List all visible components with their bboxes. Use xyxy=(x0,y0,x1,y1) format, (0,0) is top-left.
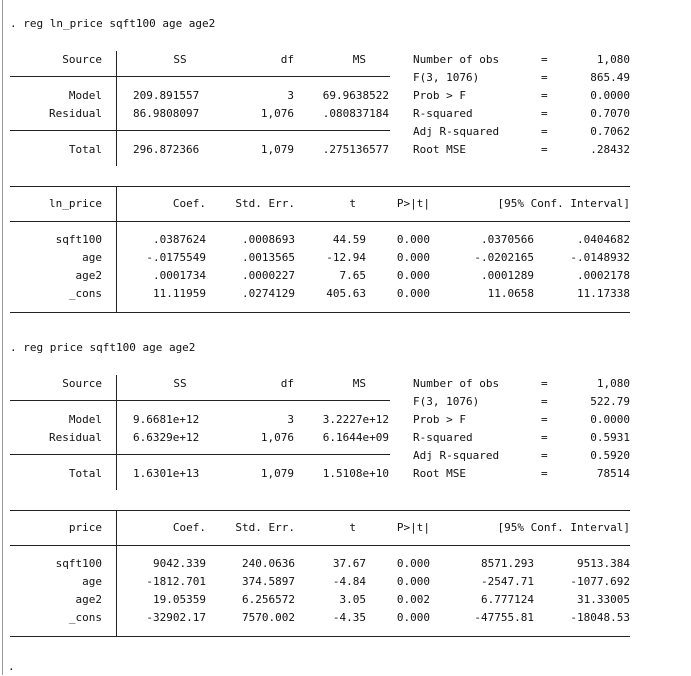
value-adj-r-squared: 0.7062 xyxy=(590,125,630,138)
row-ci-lower: 11.0658 xyxy=(487,287,534,300)
model-ms: 3.2227e+12 xyxy=(322,413,389,426)
coef-header-rule xyxy=(10,221,630,222)
row-p: 0.000 xyxy=(396,557,430,570)
header-ms: MS xyxy=(352,53,366,66)
header-source: Source xyxy=(62,53,102,66)
row-p: 0.000 xyxy=(396,269,430,282)
row-var: age xyxy=(82,251,102,264)
equals-sign: = xyxy=(541,143,548,156)
residual-ms: .080837184 xyxy=(322,107,389,120)
row-label-model: Model xyxy=(68,413,102,426)
coef-column-divider xyxy=(116,186,117,312)
row-se: .0000227 xyxy=(242,269,295,282)
row-coef: 19.05359 xyxy=(153,593,206,606)
label-f-stat: F(3, 1076) xyxy=(413,395,480,408)
label-f-stat: F(3, 1076) xyxy=(413,71,480,84)
anova-header-rule xyxy=(10,76,390,77)
anova-header-rule xyxy=(10,400,390,401)
row-p: 0.000 xyxy=(396,287,430,300)
row-label-total: Total xyxy=(68,143,102,156)
row-t: -4.84 xyxy=(332,575,366,588)
coef-top-rule xyxy=(10,510,630,511)
equals-sign: = xyxy=(541,449,548,462)
row-ci-upper: 11.17338 xyxy=(577,287,630,300)
residual-ms: 6.1644e+09 xyxy=(322,431,389,444)
row-ci-upper: -18048.53 xyxy=(570,611,630,624)
value-number-of-obs: 1,080 xyxy=(596,53,630,66)
value-number-of-obs: 1,080 xyxy=(596,377,630,390)
model-ms: 69.9638522 xyxy=(322,89,389,102)
row-coef: 11.11959 xyxy=(153,287,206,300)
row-coef: .0001734 xyxy=(153,269,206,282)
command-line: . reg price sqft100 age age2 xyxy=(10,341,196,354)
equals-sign: = xyxy=(541,431,548,444)
residual-df: 1,076 xyxy=(260,107,294,120)
value-adj-r-squared: 0.5920 xyxy=(590,449,630,462)
value-root-mse: 78514 xyxy=(596,467,630,480)
row-coef: -32902.17 xyxy=(146,611,206,624)
label-root-mse: Root MSE xyxy=(413,143,466,156)
row-var: age2 xyxy=(75,269,102,282)
row-t: -12.94 xyxy=(326,251,366,264)
row-p: 0.000 xyxy=(396,611,430,624)
value-f-stat: 522.79 xyxy=(590,395,630,408)
equals-sign: = xyxy=(541,53,548,66)
label-prob-f: Prob > F xyxy=(413,413,466,426)
row-t: 3.05 xyxy=(339,593,366,606)
row-t: 37.67 xyxy=(332,557,366,570)
row-ci-upper: -.0148932 xyxy=(570,251,630,264)
row-label-model: Model xyxy=(68,89,102,102)
row-coef: .0387624 xyxy=(153,233,206,246)
header-std-err: Std. Err. xyxy=(235,197,295,210)
equals-sign: = xyxy=(541,89,548,102)
equals-sign: = xyxy=(541,413,548,426)
row-label-residual: Residual xyxy=(49,107,102,120)
row-p: 0.000 xyxy=(396,575,430,588)
label-number-of-obs: Number of obs xyxy=(413,377,500,390)
header-dependent-variable: ln_price xyxy=(49,197,102,210)
row-var: _cons xyxy=(68,287,102,300)
coef-header-rule xyxy=(10,545,630,546)
value-r-squared: 0.7070 xyxy=(590,107,630,120)
header-df: df xyxy=(280,53,294,66)
row-se: .0274129 xyxy=(242,287,295,300)
anova-total-rule xyxy=(10,454,390,455)
row-t: 405.63 xyxy=(326,287,366,300)
row-label-total: Total xyxy=(68,467,102,480)
header-coef: Coef. xyxy=(172,197,206,210)
row-ci-lower: -.0202165 xyxy=(474,251,534,264)
row-var: sqft100 xyxy=(55,557,102,570)
row-se: 240.0636 xyxy=(242,557,295,570)
row-coef: -.0175549 xyxy=(146,251,206,264)
row-se: 7570.002 xyxy=(242,611,295,624)
total-ms: .275136577 xyxy=(322,143,389,156)
equals-sign: = xyxy=(541,71,548,84)
header-confidence-interval: [95% Conf. Interval] xyxy=(497,197,630,210)
header-p-value: P>|t| xyxy=(396,521,430,534)
row-ci-lower: 6.777124 xyxy=(481,593,534,606)
header-df: df xyxy=(280,377,294,390)
header-ss: SS xyxy=(173,377,187,390)
row-var: sqft100 xyxy=(55,233,102,246)
row-ci-upper: 31.33005 xyxy=(577,593,630,606)
row-ci-lower: -2547.71 xyxy=(481,575,534,588)
residual-ss: 86.9808097 xyxy=(133,107,200,120)
row-coef: -1812.701 xyxy=(146,575,206,588)
row-ci-upper: 9513.384 xyxy=(577,557,630,570)
equals-sign: = xyxy=(541,467,548,480)
label-r-squared: R-squared xyxy=(413,431,473,444)
row-p: 0.000 xyxy=(396,251,430,264)
row-ci-lower: 8571.293 xyxy=(481,557,534,570)
row-coef: 9042.339 xyxy=(153,557,206,570)
label-adj-r-squared: Adj R-squared xyxy=(413,125,500,138)
command-line: . reg ln_price sqft100 age age2 xyxy=(10,17,216,30)
model-ss: 9.6681e+12 xyxy=(133,413,200,426)
header-ss: SS xyxy=(173,53,187,66)
coef-top-rule xyxy=(10,186,630,187)
row-t: 44.59 xyxy=(332,233,366,246)
row-p: 0.000 xyxy=(396,233,430,246)
value-r-squared: 0.5931 xyxy=(590,431,630,444)
anova-column-divider xyxy=(116,51,117,166)
header-ms: MS xyxy=(352,377,366,390)
coef-bottom-rule xyxy=(10,636,630,637)
label-r-squared: R-squared xyxy=(413,107,473,120)
header-std-err: Std. Err. xyxy=(235,521,295,534)
anova-total-rule xyxy=(10,130,390,131)
row-p: 0.002 xyxy=(396,593,430,606)
total-ms: 1.5108e+10 xyxy=(322,467,389,480)
row-ci-lower: -47755.81 xyxy=(474,611,534,624)
row-ci-lower: .0001289 xyxy=(481,269,534,282)
row-t: -4.35 xyxy=(332,611,366,624)
equals-sign: = xyxy=(541,107,548,120)
header-t: t xyxy=(349,197,356,210)
residual-df: 1,076 xyxy=(260,431,294,444)
row-ci-lower: .0370566 xyxy=(481,233,534,246)
equals-sign: = xyxy=(541,395,548,408)
row-ci-upper: -1077.692 xyxy=(570,575,630,588)
total-ss: 296.872366 xyxy=(133,143,200,156)
header-dependent-variable: price xyxy=(68,521,102,534)
header-p-value: P>|t| xyxy=(396,197,430,210)
row-var: age xyxy=(82,575,102,588)
row-var: age2 xyxy=(75,593,102,606)
row-se: .0013565 xyxy=(242,251,295,264)
row-t: 7.65 xyxy=(339,269,366,282)
coef-column-divider xyxy=(116,510,117,636)
equals-sign: = xyxy=(541,125,548,138)
model-ss: 209.891557 xyxy=(133,89,200,102)
header-confidence-interval: [95% Conf. Interval] xyxy=(497,521,630,534)
value-f-stat: 865.49 xyxy=(590,71,630,84)
row-se: 6.256572 xyxy=(242,593,295,606)
total-ss: 1.6301e+13 xyxy=(133,467,200,480)
row-label-residual: Residual xyxy=(49,431,102,444)
label-adj-r-squared: Adj R-squared xyxy=(413,449,500,462)
label-root-mse: Root MSE xyxy=(413,467,466,480)
header-source: Source xyxy=(62,377,102,390)
value-root-mse: .28432 xyxy=(590,143,630,156)
model-df: 3 xyxy=(287,413,294,426)
anova-column-divider xyxy=(116,375,117,490)
row-se: 374.5897 xyxy=(242,575,295,588)
label-number-of-obs: Number of obs xyxy=(413,53,500,66)
row-se: .0008693 xyxy=(242,233,295,246)
row-ci-upper: .0002178 xyxy=(577,269,630,282)
row-var: _cons xyxy=(68,611,102,624)
label-prob-f: Prob > F xyxy=(413,89,466,102)
header-coef: Coef. xyxy=(172,521,206,534)
header-t: t xyxy=(349,521,356,534)
command-prompt-dot: . xyxy=(8,660,15,673)
coef-bottom-rule xyxy=(10,312,630,313)
equals-sign: = xyxy=(541,377,548,390)
row-ci-upper: .0404682 xyxy=(577,233,630,246)
value-prob-f: 0.0000 xyxy=(590,413,630,426)
residual-ss: 6.6329e+12 xyxy=(133,431,200,444)
total-df: 1,079 xyxy=(260,143,294,156)
model-df: 3 xyxy=(287,89,294,102)
value-prob-f: 0.0000 xyxy=(590,89,630,102)
total-df: 1,079 xyxy=(260,467,294,480)
